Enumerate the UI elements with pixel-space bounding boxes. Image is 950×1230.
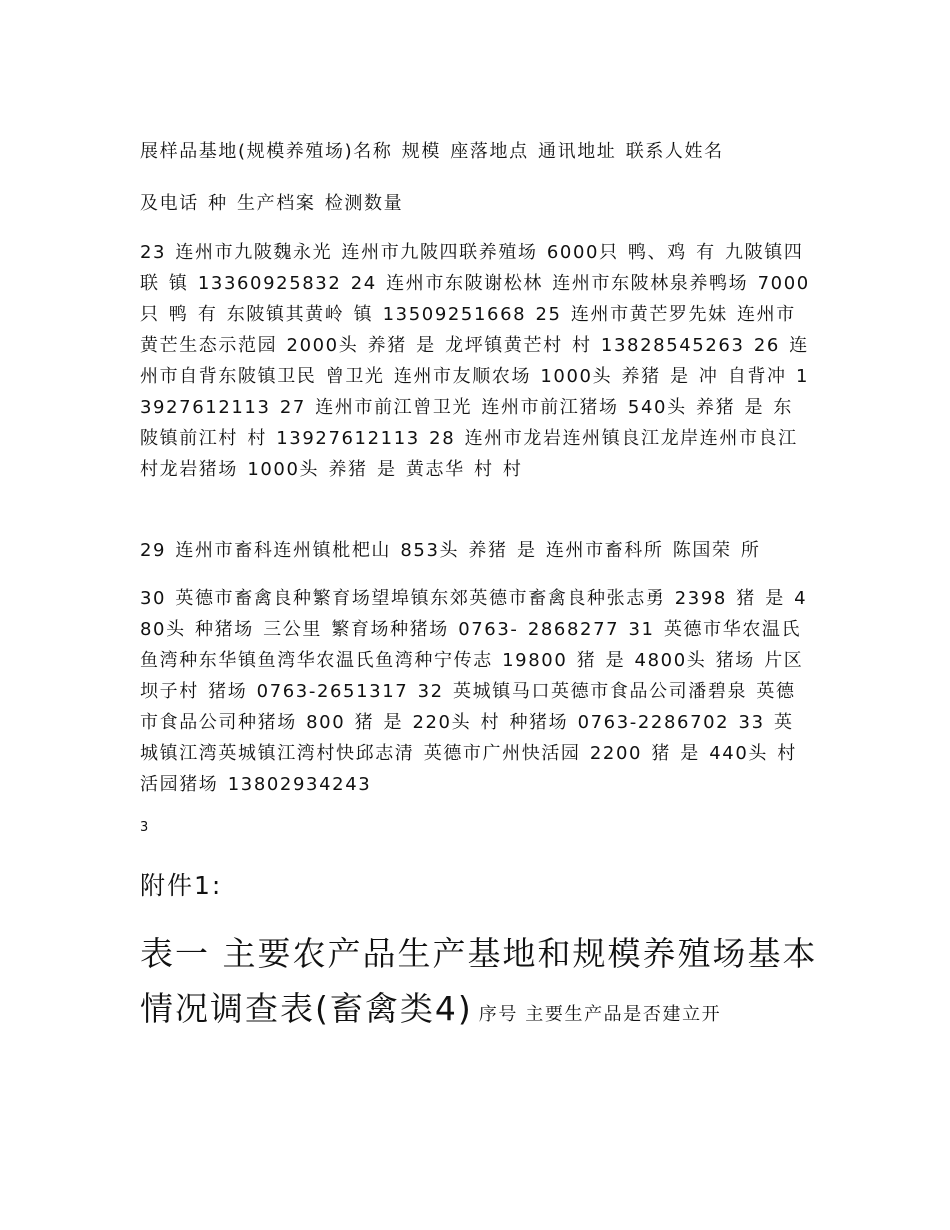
records-30-33: 30 英德市畜禽良种繁育场望埠镇东郊英德市畜禽良种张志勇 2398 猪 是 480头 种猪场 三公里 繁育场种猪场 0763- 2868277 31 英德市华农温氏鱼湾种东华镇鱼湾华农温氏鱼湾种宁传志 19800 猪 是 4800头 猪场 片区坝子村 猪场 0763-2651317 32 英城镇马口英德市食品公司潘碧泉 英德市食品公司种猪场 800 猪 是 220头 村 种猪场 0763-2286702 33 英城镇江湾英城镇江湾村快邱志清 英德市广州快活园 2200 猪 是 440头 村 活园猪场 13802934243 (140, 588, 808, 795)
table-header-line-2: 及电话 种 生产档案 检测数量 (140, 193, 404, 214)
table-title-trailing-text: 序号 主要生产品是否建立开 (478, 1004, 722, 1025)
record-29: 29 连州市畜科连州镇枇杷山 853头 养猪 是 连州市畜科所 陈国荣 所 (140, 540, 761, 561)
attachment-label: 附件1: (140, 871, 223, 900)
table-title-text: 表一 主要农产品生产基地和规模养殖场基本情况调查表(畜禽类4) (140, 934, 818, 1028)
records-23-28: 23 连州市九陂魏永光 连州市九陂四联养殖场 6000只 鸭、鸡 有 九陂镇四联 镇 13360925832 24 连州市东陂谢松林 连州市东陂林泉养鸭场 7000只 鸭 有 东陂镇其黄岭 镇 13509251668 25 连州市黄芒罗先妹 连州市黄芒生态示范园 2000头 养猪 是 龙坪镇黄芒村 村 13828545263 26 连州市自背东陂镇卫民 曾卫光 连州市友顺农场 1000头 养猪 是 冲 自背冲 13927612113 27 连州市前江曾卫光 连州市前江猪场 540头 养猪 是 东陂镇前江村 村 13927612113 28 连州市龙岩连州镇良江龙岸连州市良江村龙岩猪场 1000头 养猪 是 黄志华 村 村 (140, 242, 810, 480)
page-number: 3 (140, 820, 149, 835)
table-header-line-1: 展样品基地(规模养殖场)名称 规模 座落地点 通讯地址 联系人姓名 (140, 141, 724, 162)
table-title (140, 926, 820, 1042)
